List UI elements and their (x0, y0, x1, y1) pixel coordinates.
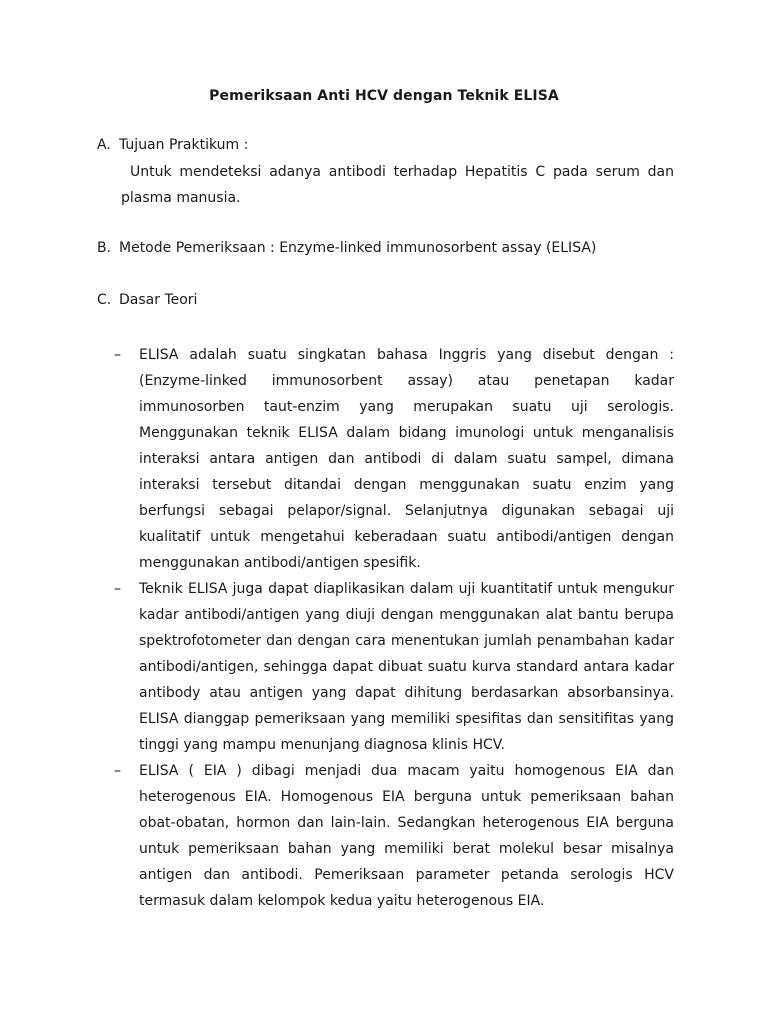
section-b-heading-text: Metode Pemeriksaan : Enzyme-linked immunosorbent assay (ELISA) (119, 240, 597, 256)
bullet-dash-icon: – (114, 581, 121, 597)
bullet-text: ELISA adalah suatu singkatan bahasa Inggris yang disebut dengan : (Enzyme-linked immunosorbent assay) atau penetapan kadar immunosorben taut-enzim yang merupakan suatu uji serologis. Menggunakan teknik ELISA dalam bidang imunologi untuk menganalisis interaksi antara antigen dan antibodi di dalam suatu sampel, dimana interaksi tersebut ditandai dengan menggunakan suatu enzim yang berfungsi sebagai pelapor/signal. Selanjutnya digunakan sebagai uji kualitatif untuk mengetahui keberadaan suatu antibodi/antigen dengan menggunakan antibodi/antigen spesifik. (139, 347, 674, 571)
bullet-text: Teknik ELISA juga dapat diaplikasikan dalam uji kuantitatif untuk mengukur kadar antibodi/antigen yang diuji dengan menggunakan alat bantu berupa spektrofotometer dan dengan cara menentukan jumlah penambahan kadar antibodi/antigen, sehingga dapat dibuat suatu kurva standard antara kadar antibody atau antigen yang dapat dihitung berdasarkan absorbansinya. ELISA dianggap pemeriksaan yang memiliki spesifitas dan sensitifitas yang tinggi yang mampu menunjang diagnosa klinis HCV. (139, 581, 674, 753)
section-a-marker: A. (97, 137, 111, 153)
section-b-heading (97, 240, 596, 256)
section-b-marker: B. (97, 240, 112, 256)
section-c-heading-text: Dasar Teori (119, 292, 198, 308)
list-item (114, 758, 674, 914)
section-c-heading (97, 292, 197, 308)
list-item (114, 342, 674, 576)
bullet-text: ELISA ( EIA ) dibagi menjadi dua macam yaitu homogenous EIA dan heterogenous EIA. Homogenous EIA berguna untuk pemeriksaan bahan obat-obatan, hormon dan lain-lain. Sedangkan heterogenous EIA berguna untuk pemeriksaan bahan yang memiliki berat molekul besar misalnya antigen dan antibodi. Pemeriksaan parameter petanda serologis HCV termasuk dalam kelompok kedua yaitu heterogenous EIA. (139, 763, 674, 909)
theory-bullet-list (114, 342, 674, 914)
section-c-marker: C. (97, 292, 112, 308)
section-a-heading-text: Tujuan Praktikum : (119, 137, 249, 153)
section-a-paragraph: Untuk mendeteksi adanya antibodi terhadap Hepatitis C pada serum dan plasma manusia. (121, 164, 674, 206)
section-a-heading (97, 137, 248, 153)
bullet-dash-icon: – (114, 347, 121, 363)
list-item (114, 576, 674, 758)
document-title: Pemeriksaan Anti HCV dengan Teknik ELISA (209, 88, 559, 104)
bullet-dash-icon: – (114, 763, 121, 779)
